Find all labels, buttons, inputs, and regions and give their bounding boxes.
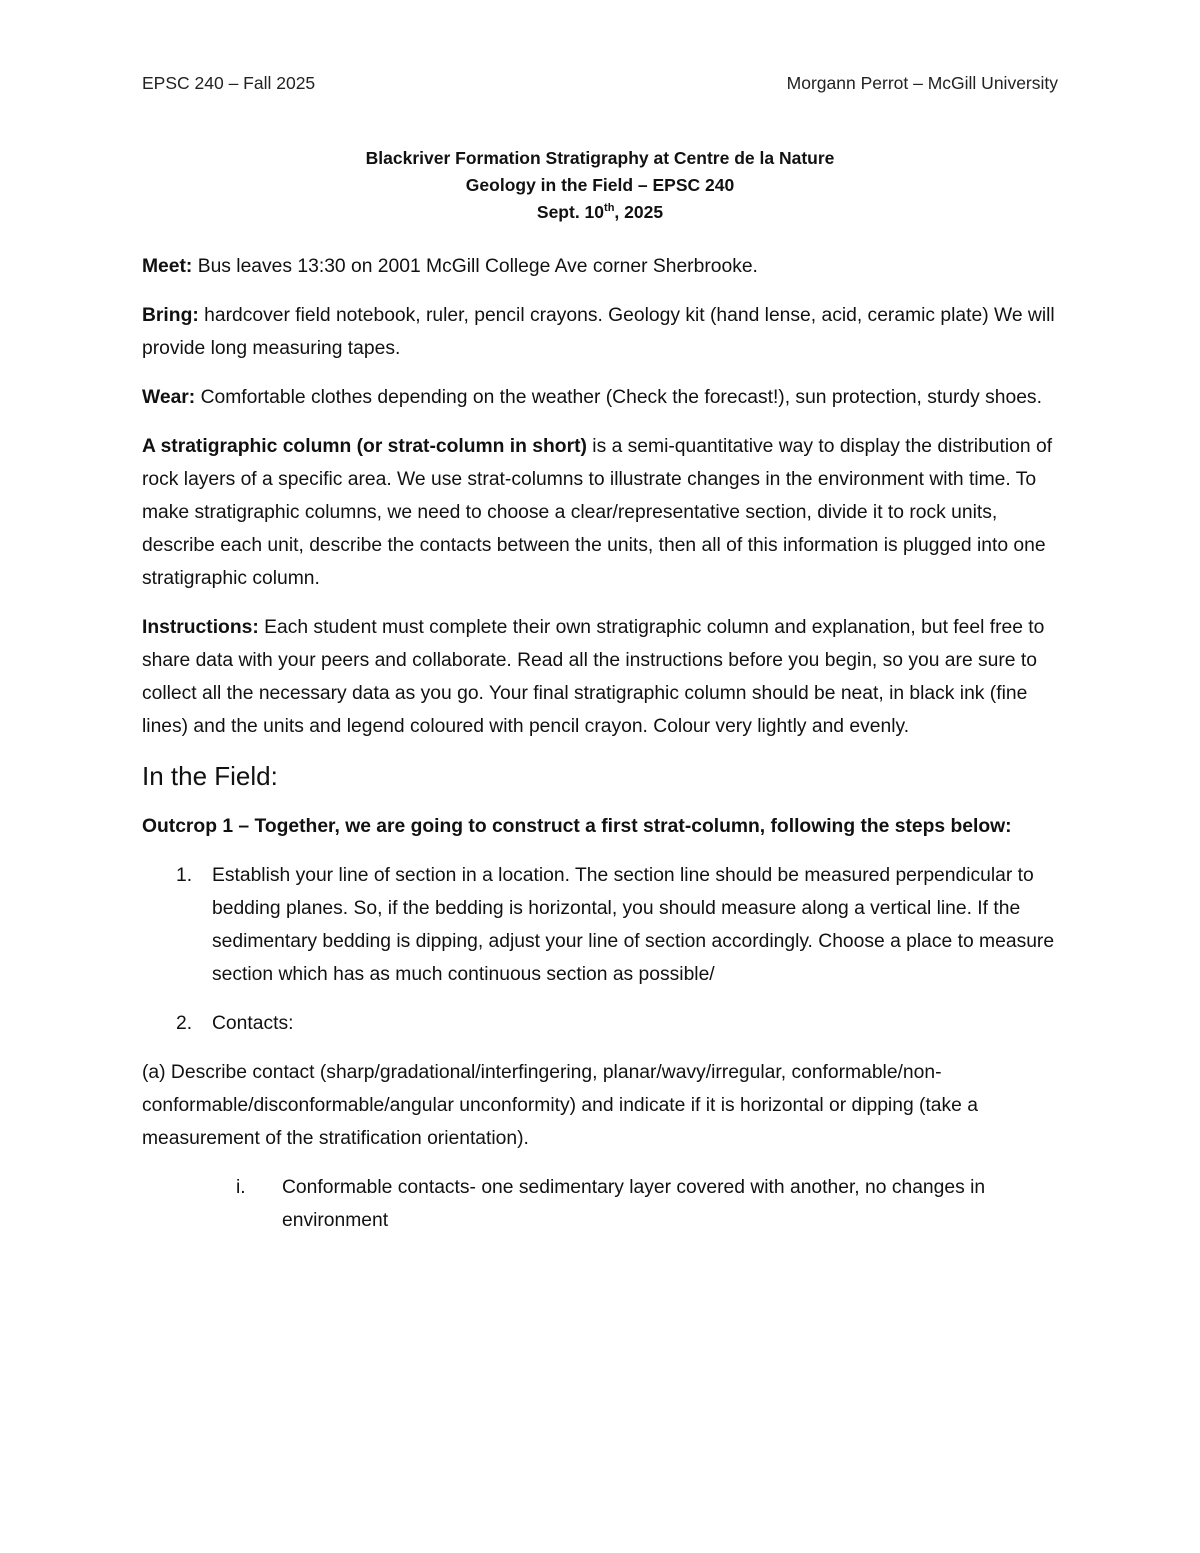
outcrop-1-heading: Outcrop 1 – Together, we are going to construct a first strat-column, following the steps below: [142,816,1012,837]
roman-text: Conformable contacts- one sedimentary layer covered with another, no changes in environment [282,1177,986,1231]
header-author: Morgann Perrot – McGill University [786,73,1058,93]
list-number: 2. [176,1013,193,1034]
document-date [142,199,1058,226]
list-text: Establish your line of section in a location. The section line should be measured perpendicular to bedding planes. So, if the bedding is horizontal, you should measure along a vertical line. If the sedimentary bedding is dipping, adjust your line of section accordingly. Choose a place to measure section which has as much continuous section as possible/ [212,865,1055,985]
date-superscript: th [604,202,615,215]
strat-paragraph [142,430,1060,595]
bring-text: hardcover field notebook, ruler, pencil crayons. Geology kit (hand lense, acid, ceramic plate) We will provide long measuring tapes. [142,305,1055,359]
wear-label: Wear: [142,387,196,408]
section-heading-field: In the Field: [142,761,278,791]
contact-a-paragraph: (a) Describe contact (sharp/gradational/interfingering, planar/wavy/irregular, conformable/non-conformable/disconformable/angular unconformity) and indicate if it is horizontal or dipping (take a measurement of the stratification orientation). [142,1062,978,1149]
header-course: EPSC 240 – Fall 2025 [142,73,316,93]
bring-label: Bring: [142,305,199,326]
bring-paragraph [142,299,1060,365]
meet-text: Bus leaves 13:30 on 2001 McGill College Ave corner Sherbrooke. [192,256,758,277]
meet-paragraph [142,250,1060,283]
instructions-label: Instructions: [142,617,259,638]
date-prefix: Sept. 10 [536,202,605,222]
document-body [142,250,1060,1253]
instructions-text: Each student must complete their own stratigraphic column and explanation, but feel free to share data with your peers and collaborate. Read all the instructions before you begin, so you are sure to collect all the necessary data as you go. Your final stratigraphic column should be neat, in black ink (fine lines) and the units and legend coloured with pencil crayon. Colour very lightly and evenly. [142,617,1045,737]
strat-label: A stratigraphic column (or strat-column in short) [142,436,587,457]
document-title: Blackriver Formation Stratigraphy at Centre de la Nature [365,148,835,168]
list-item [142,1007,1060,1040]
roman-list-item [142,1171,1060,1237]
document-subtitle: Geology in the Field – EPSC 240 [465,175,735,195]
roman-number: i. [236,1177,246,1198]
list-item [142,859,1060,991]
instructions-paragraph [142,611,1060,743]
wear-text: Comfortable clothes depending on the weather (Check the forecast!), sun protection, sturdy shoes. [195,387,1042,408]
list-number: 1. [176,865,193,886]
strat-text: is a semi-quantitative way to display the distribution of rock layers of a specific area. We use strat-columns to illustrate changes in the environment with time. To make stratigraphic columns, we need to choose a clear/representative section, divide it to rock units, describe each unit, describe the contacts between the units, then all of this information is plugged into one stratigraphic column. [142,436,1053,589]
wear-paragraph [142,381,1060,414]
date-suffix: , 2025 [614,202,664,222]
meet-label: Meet: [142,256,193,277]
list-text: Contacts: [212,1013,294,1034]
title-block [142,145,1058,226]
